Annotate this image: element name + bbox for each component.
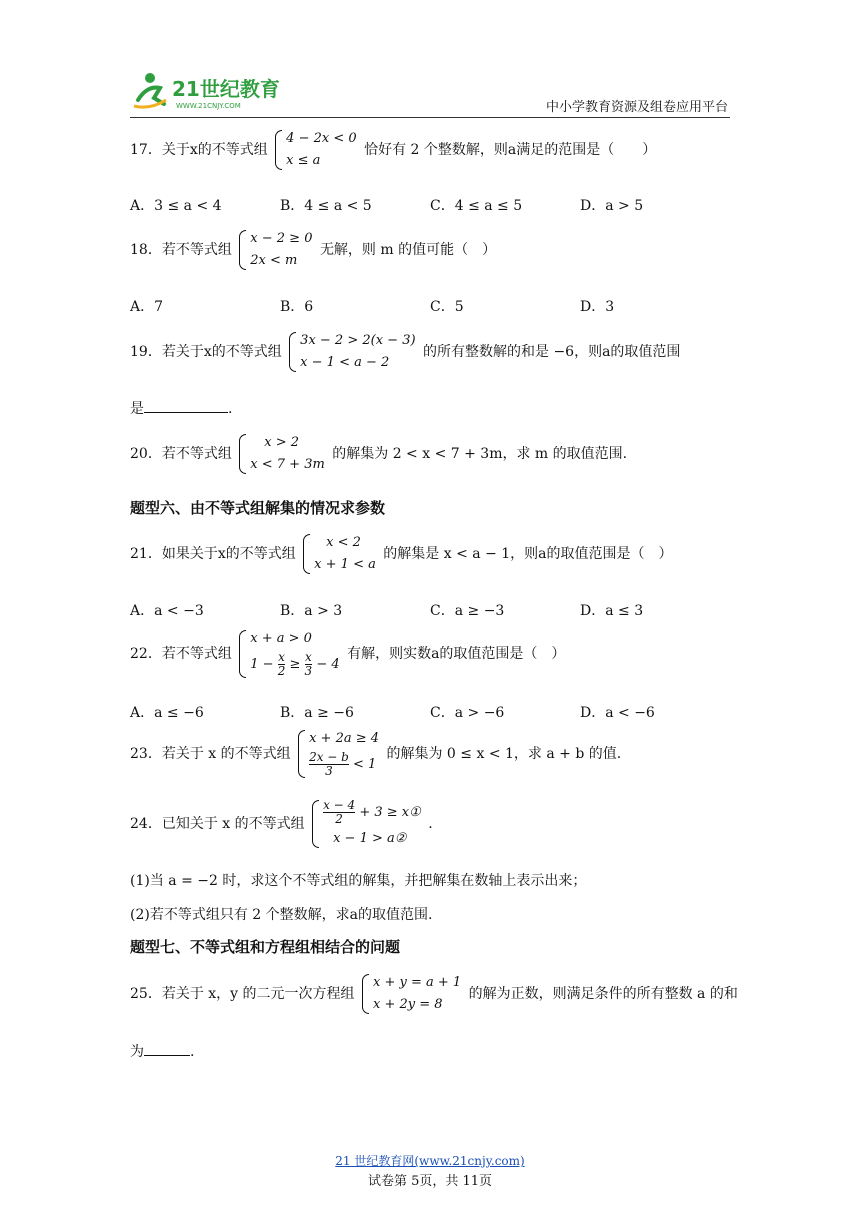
q22-frac2-den: 3 xyxy=(304,664,313,678)
q19-line-2 xyxy=(130,398,232,418)
q20-ineq-1: x > 2 xyxy=(264,435,300,450)
q22-fraction-2 xyxy=(305,651,313,678)
page-number: 试卷第 5页，共 11页 xyxy=(367,1174,493,1189)
q18-option-b[interactable]: B．6 xyxy=(280,299,314,315)
section-6-heading: 题型六、由不等式组解集的情况求参数 xyxy=(130,499,386,517)
q20-system xyxy=(239,432,325,476)
q21-stem-end: 的解集是 x < a − 1，则a的取值范围是（ ） xyxy=(383,546,673,562)
q17-stem: 17．关于x的不等式组 xyxy=(130,142,268,158)
q17-option-d[interactable]: D．a > 5 xyxy=(580,198,644,214)
q23-ineq-1: x + 2a ≥ 4 xyxy=(309,731,380,746)
q18-option-c[interactable]: C．5 xyxy=(430,299,464,315)
q19-line2-text: 是 xyxy=(130,401,144,417)
q24-system xyxy=(312,798,421,850)
q25-line-2 xyxy=(130,1041,194,1061)
q22-frac1-num: x xyxy=(278,650,285,664)
question-22 xyxy=(130,628,565,680)
q17-system xyxy=(275,128,356,172)
question-25 xyxy=(130,972,738,1016)
q22-minus4: − 4 xyxy=(316,657,340,672)
q17-option-b[interactable]: B．4 ≤ a < 5 xyxy=(280,198,372,214)
q22-options xyxy=(130,702,730,722)
footer-link-wrap xyxy=(0,1152,860,1169)
q23-frac-den: 3 xyxy=(325,764,333,778)
q25-stem: 25．若关于 x，y 的二元一次方程组 xyxy=(130,986,355,1002)
q24-ineq1-rest: + 3 ≥ x① xyxy=(359,805,421,820)
q17-option-a[interactable]: A．3 ≤ a < 4 xyxy=(130,198,222,214)
q20-stem: 20．若不等式组 xyxy=(130,446,232,462)
site-logo xyxy=(130,70,280,114)
q23-stem-end: 的解集为 0 ≤ x < 1，求 a + b 的值. xyxy=(386,746,622,762)
q22-option-d[interactable]: D．a < −6 xyxy=(580,705,655,721)
q21-option-d[interactable]: D．a ≤ 3 xyxy=(580,603,644,619)
q21-options xyxy=(130,600,730,620)
section-7-heading: 题型七、不等式组和方程组相结合的问题 xyxy=(130,938,401,956)
header-divider xyxy=(130,117,730,118)
q19-ineq-1: 3x − 2 > 2(x − 3) xyxy=(300,333,416,348)
q24-ineq-1 xyxy=(323,798,421,828)
q18-option-d[interactable]: D．3 xyxy=(580,299,615,315)
q18-options xyxy=(130,296,730,316)
q23-ineq-2 xyxy=(309,750,379,780)
question-18 xyxy=(130,228,496,272)
q20-ineq-2: x < 7 + 3m xyxy=(250,457,325,472)
q24-part-2: (2)若不等式组只有 2 个整数解，求a的取值范围. xyxy=(130,907,433,923)
q17-option-c[interactable]: C．4 ≤ a ≤ 5 xyxy=(430,198,523,214)
logo-title: 21世纪教育 xyxy=(172,77,280,101)
q17-options xyxy=(130,195,730,215)
question-20 xyxy=(130,432,627,476)
q21-option-c[interactable]: C．a ≥ −3 xyxy=(430,603,505,619)
q22-frac2-num: x xyxy=(304,650,312,664)
q22-system xyxy=(239,628,339,680)
q19-period: . xyxy=(228,401,233,417)
q17-ineq-2: x ≤ a xyxy=(286,153,321,168)
q17-stem-end: 恰好有 2 个整数解，则a满足的范围是（ ） xyxy=(364,142,657,158)
q19-system xyxy=(289,330,415,374)
q20-stem-end: 的解集为 2 < x < 7 + 3m，求 m 的取值范围. xyxy=(332,446,628,462)
q23-fraction xyxy=(309,751,349,778)
q18-option-a[interactable]: A．7 xyxy=(130,299,164,315)
header-tagline: 中小学教育资源及组卷应用平台 xyxy=(545,100,728,115)
q18-ineq-2: 2x < m xyxy=(250,253,298,268)
question-17 xyxy=(130,128,656,172)
q25-stem-end: 的解为正数，则满足条件的所有整数 a 的和 xyxy=(468,986,738,1002)
q22-part: 1 − xyxy=(250,657,274,672)
q21-option-a[interactable]: A．a < −3 xyxy=(130,603,204,619)
q25-period: . xyxy=(190,1044,195,1060)
q22-frac1-den: 2 xyxy=(277,664,286,678)
question-24 xyxy=(130,798,433,850)
q22-stem-end: 有解，则实数a的取值范围是（ ） xyxy=(347,646,566,662)
q19-stem: 19．若关于x的不等式组 xyxy=(130,344,282,360)
q22-option-c[interactable]: C．a > −6 xyxy=(430,705,505,721)
q18-ineq-1: x − 2 ≥ 0 xyxy=(250,231,313,246)
q25-line2-text: 为 xyxy=(130,1044,144,1060)
q22-stem: 22．若不等式组 xyxy=(130,646,232,662)
footer-site-link[interactable]: 21 世纪教育网(www.21cnjy.com) xyxy=(335,1154,525,1168)
q21-option-b[interactable]: B．a > 3 xyxy=(280,603,343,619)
q23-system xyxy=(298,728,379,780)
logo-url: WWW.21CNJY.COM xyxy=(176,102,241,110)
q24-stem: 24．已知关于 x 的不等式组 xyxy=(130,816,305,832)
q21-ineq-1: x < 2 xyxy=(326,535,361,550)
question-23 xyxy=(130,728,621,780)
q19-answer-blank[interactable] xyxy=(144,398,228,413)
q19-stem-end: 的所有整数解的和是 −6，则a的取值范围 xyxy=(423,344,681,360)
q22-geq: ≥ xyxy=(289,657,301,672)
q23-frac-num: 2x − b xyxy=(309,750,349,764)
q18-system xyxy=(239,228,312,272)
q18-stem-end: 无解，则 m 的值可能（ ） xyxy=(319,242,497,258)
q17-ineq-1: 4 − 2x < 0 xyxy=(286,131,357,146)
q22-ineq-1: x + a > 0 xyxy=(250,631,312,646)
question-21 xyxy=(130,532,673,576)
q24-period: . xyxy=(428,816,433,832)
q22-option-b[interactable]: B．a ≥ −6 xyxy=(280,705,354,721)
q21-system xyxy=(303,532,376,576)
q24-frac-num: x − 4 xyxy=(323,798,356,812)
q22-fraction-1 xyxy=(278,651,286,678)
q24-frac-den: 2 xyxy=(335,812,343,826)
q24-part-1: (1)当 a = −2 时，求这个不等式组的解集，并把解集在数轴上表示出来； xyxy=(130,873,587,889)
q23-lt1: < 1 xyxy=(353,757,377,772)
q24-ineq-2: x − 1 > a② xyxy=(333,831,407,846)
q25-system xyxy=(362,972,461,1016)
q25-answer-blank[interactable] xyxy=(144,1041,190,1056)
question-19 xyxy=(130,330,680,374)
q21-ineq-2: x + 1 < a xyxy=(314,557,376,572)
q24-fraction xyxy=(323,799,355,826)
q22-ineq-2 xyxy=(250,650,339,680)
q18-stem: 18．若不等式组 xyxy=(130,242,232,258)
q25-eq-2: x + 2y = 8 xyxy=(372,997,443,1012)
q21-stem: 21．如果关于x的不等式组 xyxy=(130,546,296,562)
q23-stem: 23．若关于 x 的不等式组 xyxy=(130,746,291,762)
q19-ineq-2: x − 1 < a − 2 xyxy=(300,355,390,370)
q22-option-a[interactable]: A．a ≤ −6 xyxy=(130,705,204,721)
q25-eq-1: x + y = a + 1 xyxy=(372,975,462,990)
